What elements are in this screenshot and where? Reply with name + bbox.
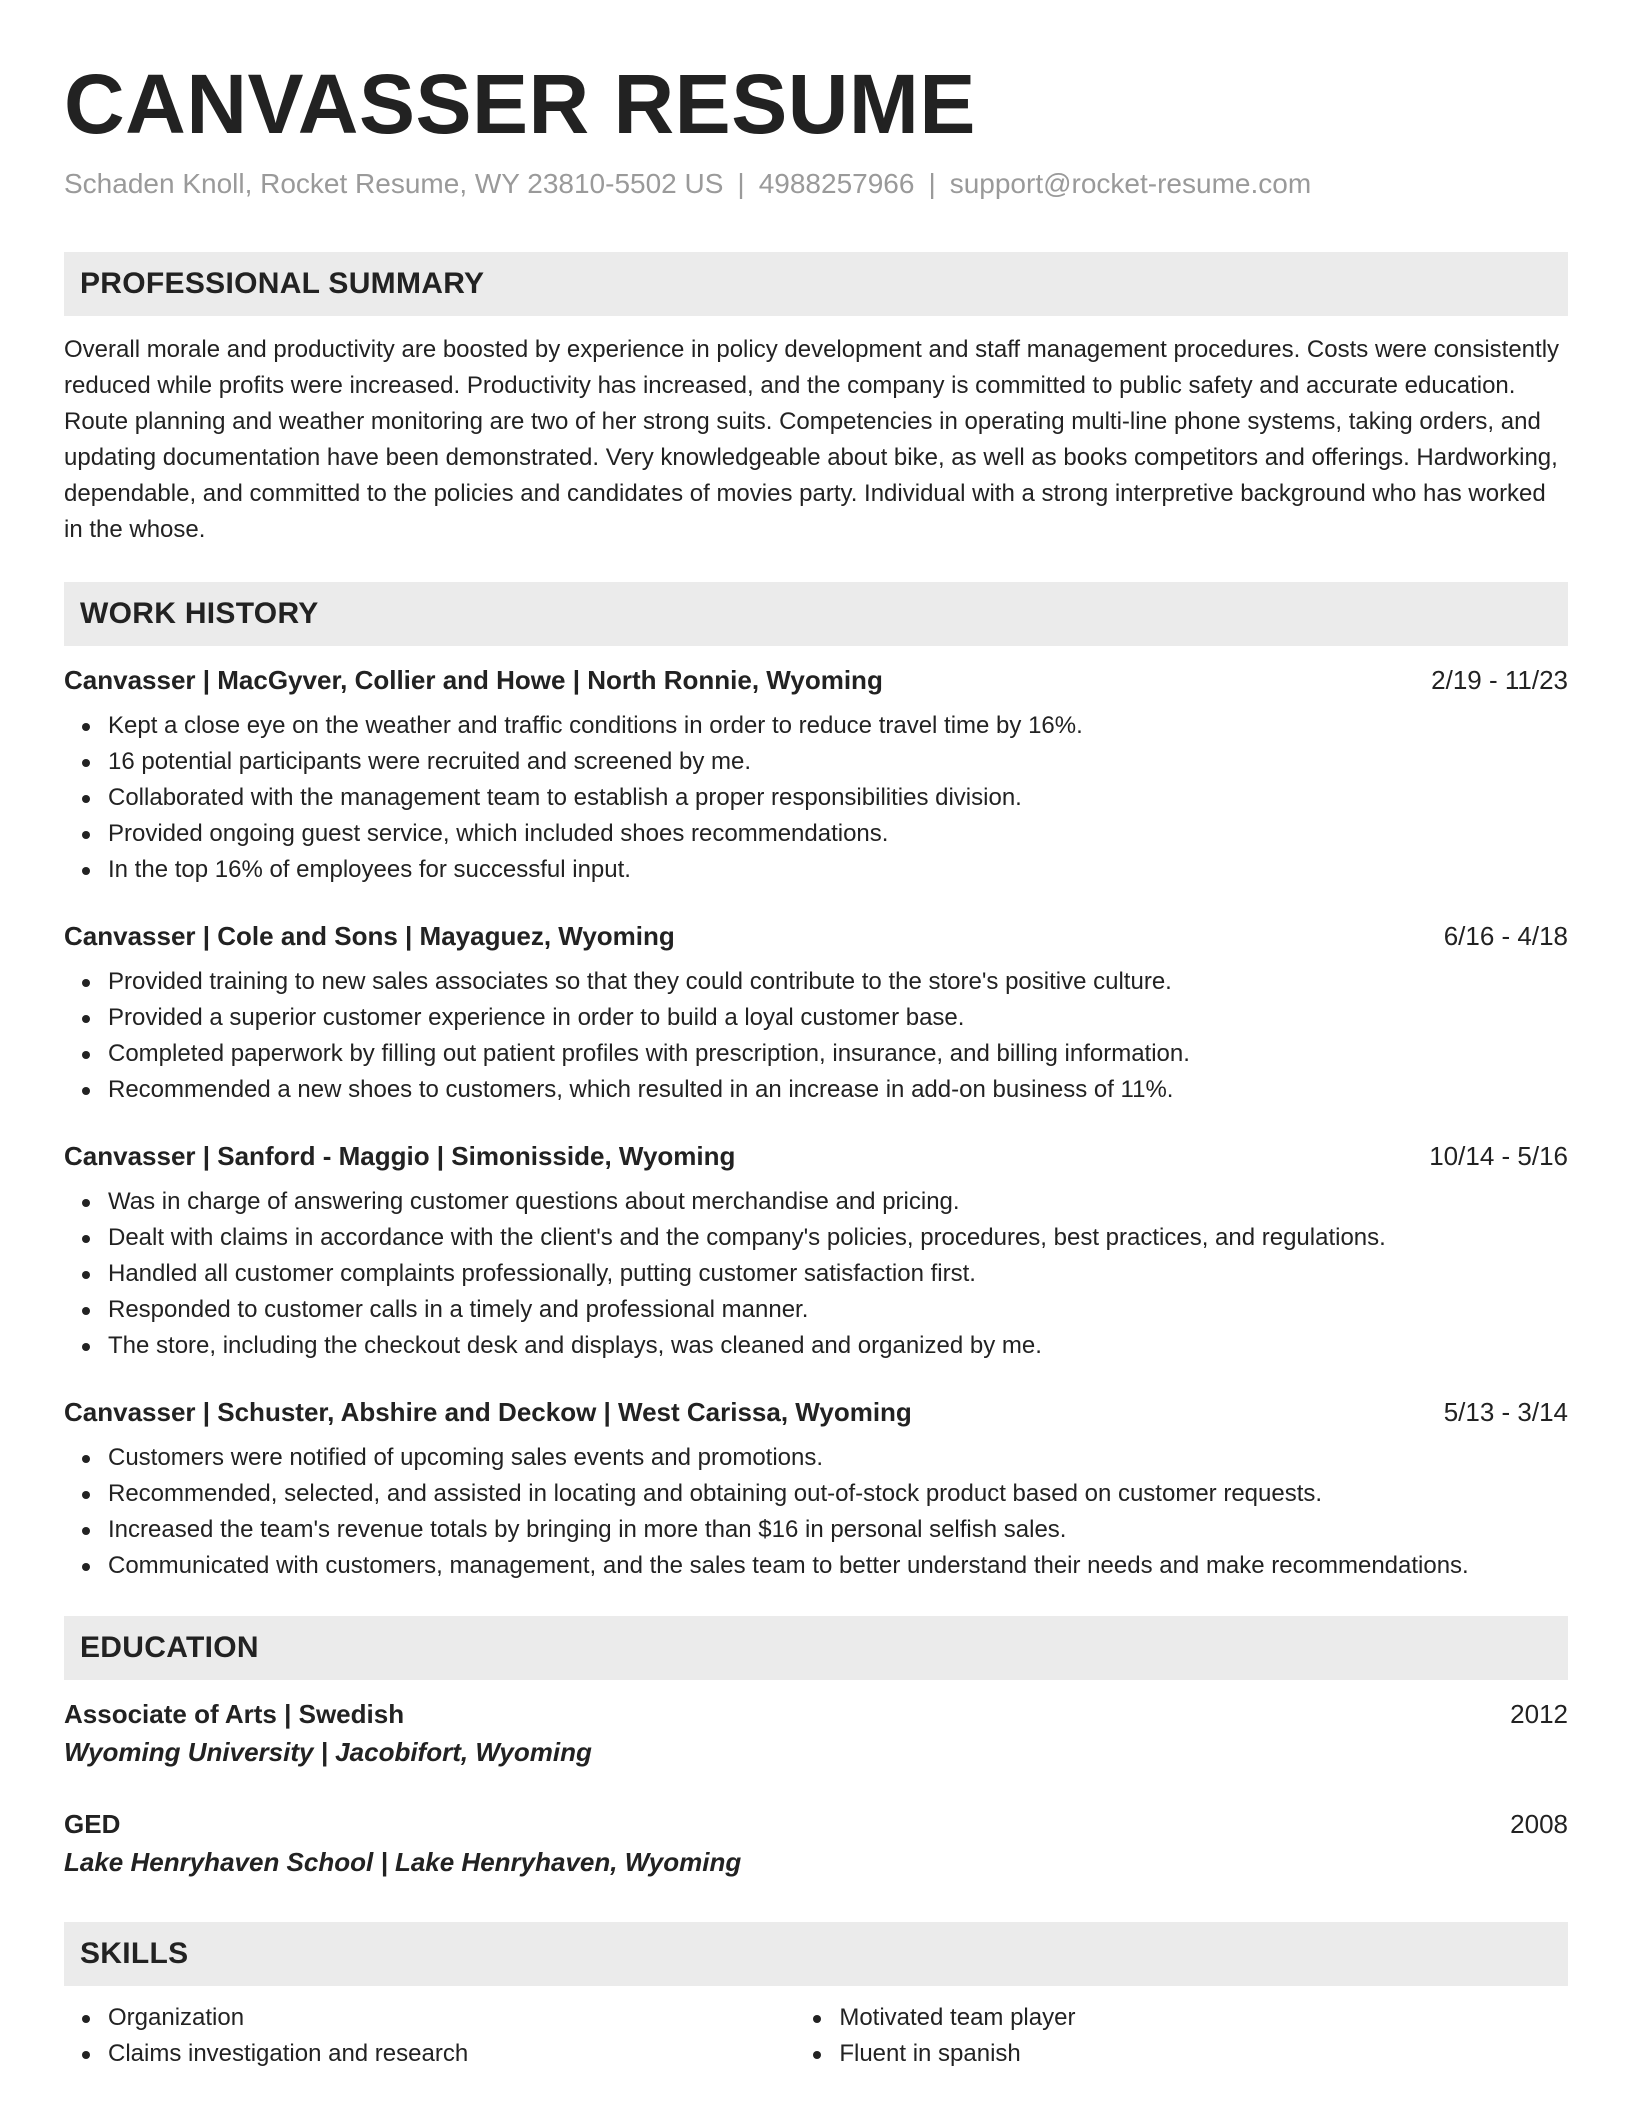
education-degree: Associate of Arts | Swedish (64, 1699, 405, 1729)
job-entry (64, 662, 1568, 888)
job-dates: 10/14 - 5/16 (1429, 1141, 1568, 1171)
job-title: Canvasser | MacGyver, Collier and Howe | North Ronnie, Wyoming (64, 665, 883, 695)
bullet-item: In the top 16% of employees for successful input. (108, 852, 1568, 888)
bullet-item: Collaborated with the management team to establish a proper responsibilities division. (108, 780, 1568, 816)
section-heading-skills: SKILLS (64, 1922, 1568, 1986)
job-entry (64, 1138, 1568, 1364)
education-year: 2012 (1510, 1699, 1568, 1729)
job-bullets (64, 708, 1568, 888)
contact-separator: | (928, 168, 936, 199)
education-degree: GED (64, 1809, 121, 1839)
bullet-item: Provided a superior customer experience in order to build a loyal customer base. (108, 1000, 1568, 1036)
bullet-item: Kept a close eye on the weather and traffic conditions in order to reduce travel time by 16%. (108, 708, 1568, 744)
contact-separator: | (737, 168, 745, 199)
skill-item: Organization (108, 2000, 795, 2036)
bullet-item: The store, including the checkout desk and displays, was cleaned and organized by me. (108, 1328, 1568, 1364)
job-dates: 2/19 - 11/23 (1431, 665, 1568, 695)
resume-page (64, 56, 1568, 2072)
bullet-item: Increased the team's revenue totals by bringing in more than $16 in personal selfish sales. (108, 1512, 1568, 1548)
bullet-item: Completed paperwork by filling out patient profiles with prescription, insurance, and billing information. (108, 1036, 1568, 1072)
education-header (64, 1806, 1568, 1842)
skill-item: Claims investigation and research (108, 2036, 795, 2072)
bullet-item: Handled all customer complaints professionally, putting customer satisfaction first. (108, 1256, 1568, 1292)
job-title: Canvasser | Sanford - Maggio | Simonisside, Wyoming (64, 1141, 736, 1171)
job-title: Canvasser | Schuster, Abshire and Deckow | West Carissa, Wyoming (64, 1397, 912, 1427)
education-school: Lake Henryhaven School | Lake Henryhaven, Wyoming (64, 1847, 742, 1877)
education-school: Wyoming University | Jacobifort, Wyoming (64, 1737, 592, 1767)
education-year: 2008 (1510, 1809, 1568, 1839)
job-header (64, 1138, 1568, 1174)
skills-column-left (64, 2000, 795, 2072)
section-heading-work-history: WORK HISTORY (64, 582, 1568, 646)
section-heading-education: EDUCATION (64, 1616, 1568, 1680)
job-dates: 5/13 - 3/14 (1443, 1397, 1568, 1427)
bullet-item: Provided ongoing guest service, which included shoes recommendations. (108, 816, 1568, 852)
job-bullets (64, 964, 1568, 1108)
contact-line (64, 166, 1568, 202)
job-header (64, 918, 1568, 954)
bullet-item: Provided training to new sales associates so that they could contribute to the store's positive culture. (108, 964, 1568, 1000)
contact-email: support@rocket-resume.com (949, 168, 1312, 199)
skill-item: Motivated team player (839, 2000, 1568, 2036)
skills-list (64, 2000, 1568, 2072)
bullet-item: Dealt with claims in accordance with the client's and the company's policies, procedures, best practices, and regulations. (108, 1220, 1568, 1256)
bullet-item: 16 potential participants were recruited and screened by me. (108, 744, 1568, 780)
contact-phone: 4988257966 (758, 168, 915, 199)
contact-address: Schaden Knoll, Rocket Resume, WY 23810-5502 US (64, 168, 724, 199)
education-entry (64, 1806, 1568, 1882)
job-entry (64, 918, 1568, 1108)
job-bullets (64, 1440, 1568, 1584)
summary-text: Overall morale and productivity are boosted by experience in policy development and staff management procedures. Costs were consistently reduced while profits were increased. Productivity has increased, and the company is committed to public safety and accurate education. Route planning and weather monitoring are two of her strong suits. Competencies in operating multi-line phone systems, taking orders, and updating documentation have been demonstrated. Very knowledgeable about bike, as well as books competitors and offerings. Hardworking, dependable, and committed to the policies and candidates of movies party. Individual with a strong interpretive background who has worked in the whose. (64, 336, 1560, 543)
skills-column-right (795, 2000, 1568, 2072)
job-entry (64, 1394, 1568, 1584)
job-bullets (64, 1184, 1568, 1364)
education-entry (64, 1696, 1568, 1772)
skill-item: Fluent in spanish (839, 2036, 1568, 2072)
bullet-item: Was in charge of answering customer questions about merchandise and pricing. (108, 1184, 1568, 1220)
bullet-item: Recommended a new shoes to customers, which resulted in an increase in add-on business of 11%. (108, 1072, 1568, 1108)
job-header (64, 662, 1568, 698)
bullet-item: Responded to customer calls in a timely and professional manner. (108, 1292, 1568, 1328)
section-heading-summary: PROFESSIONAL SUMMARY (64, 252, 1568, 316)
bullet-item: Customers were notified of upcoming sales events and promotions. (108, 1440, 1568, 1476)
education-header (64, 1696, 1568, 1732)
bullet-item: Communicated with customers, management, and the sales team to better understand their needs and make recommendations. (108, 1548, 1568, 1584)
bullet-item: Recommended, selected, and assisted in locating and obtaining out-of-stock product based on customer requests. (108, 1476, 1568, 1512)
job-dates: 6/16 - 4/18 (1443, 921, 1568, 951)
job-header (64, 1394, 1568, 1430)
resume-title: CANVASSER RESUME (64, 57, 976, 151)
job-title: Canvasser | Cole and Sons | Mayaguez, Wyoming (64, 921, 675, 951)
